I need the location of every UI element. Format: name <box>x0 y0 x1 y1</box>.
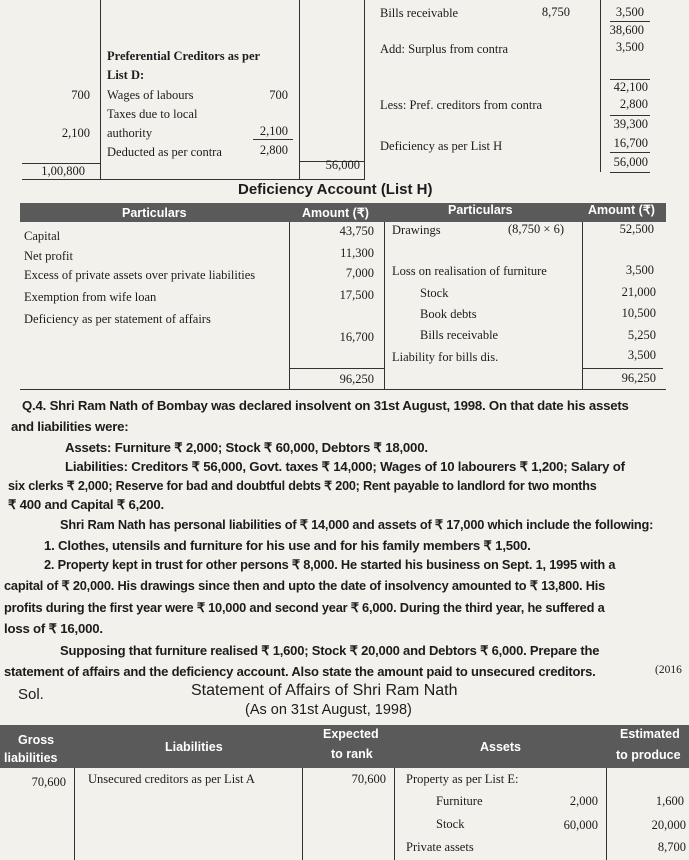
deficiency-left-amount: 7,000 <box>345 266 374 280</box>
deficiency-left-amount: 11,300 <box>340 246 374 260</box>
deficiency-header-particulars-right: Particulars <box>448 203 513 217</box>
deficiency-header-amount-left: Amount (₹) <box>302 206 369 220</box>
asset-produce: 1,600 <box>655 794 684 808</box>
question-line: loss of ₹ 16,000. <box>4 621 103 636</box>
deducted-label: Deducted as per contra <box>107 145 222 159</box>
total-gross: 1,00,800 <box>41 164 85 178</box>
pref-heading: Preferential Creditors as per <box>107 49 261 63</box>
taxes-gross: 2,100 <box>61 126 90 140</box>
question-line: statement of affairs and the deficiency account. Also state the amount paid to unsecured creditors. <box>4 664 596 679</box>
deficiency-right-amount: 3,500 <box>625 263 654 277</box>
deficiency-left-amount: 43,750 <box>339 224 374 238</box>
deficiency-right-label: Stock <box>420 286 449 300</box>
deducted-amount: 2,800 <box>259 143 288 157</box>
deficiency-left-label: Net profit <box>24 249 73 263</box>
deficiency-right-amount: 10,500 <box>621 306 656 320</box>
statement-rank: 70,600 <box>351 772 386 786</box>
drawings-calc: (8,750 × 6) <box>508 222 564 236</box>
header-assets: Assets <box>480 740 521 754</box>
right-amount: 38,600 <box>609 23 644 37</box>
header-gross: Gross <box>18 733 55 747</box>
statement-subtitle: (As on 31st August, 1998) <box>245 702 412 718</box>
question-line: Assets: Furniture ₹ 2,000; Stock ₹ 60,000, Debtors ₹ 18,000. <box>65 440 428 455</box>
taxes-amount: 2,100 <box>259 124 288 138</box>
deficiency-list-label: Deficiency as per List H <box>380 139 503 153</box>
deficiency-left-label: Capital <box>24 229 61 243</box>
question-line: Q.4. Shri Ram Nath of Bombay was declared insolvent on 31st August, 1998. On that date his assets <box>22 398 629 413</box>
year-reference: (2016 <box>655 664 682 676</box>
right-amount: 56,000 <box>613 155 648 169</box>
surplus-label: Add: Surplus from contra <box>380 42 509 56</box>
right-amount: 39,300 <box>613 117 648 131</box>
deficiency-right-amount: 3,500 <box>627 348 656 362</box>
statement-gross: 70,600 <box>31 775 66 789</box>
asset-produce: 8,700 <box>657 840 686 854</box>
header-estimated-2: to produce <box>616 748 681 762</box>
right-amount: 16,700 <box>613 136 648 150</box>
question-line: and liabilities were: <box>11 419 129 434</box>
asset-produce: 20,000 <box>651 818 686 832</box>
question-line: 1. Clothes, utensils and furniture for his use and for his family members ₹ 1,500. <box>44 538 531 553</box>
deficiency-title: Deficiency Account (List H) <box>238 181 433 198</box>
bills-receivable-label: Bills receivable <box>380 6 459 20</box>
statement-asset-heading: Property as per List E: <box>406 772 519 786</box>
deficiency-left-amount: 17,500 <box>339 288 374 302</box>
deficiency-left-label: Deficiency as per statement of affairs <box>24 312 211 326</box>
right-amount: 2,800 <box>619 97 648 111</box>
question-line: ₹ 400 and Capital ₹ 6,200. <box>8 497 164 512</box>
asset-book: 2,000 <box>569 794 598 808</box>
header-gross-2: liabilities <box>4 751 58 765</box>
asset-label: Furniture <box>436 794 483 808</box>
header-estimated: Estimated <box>620 727 680 741</box>
wages-amount: 700 <box>269 88 288 102</box>
asset-label: Stock <box>436 817 465 831</box>
question-line: Supposing that furniture realised ₹ 1,600; Stock ₹ 20,000 and Debtors ₹ 6,000. Prepare the <box>60 643 600 658</box>
deficiency-right-label: Liability for bills dis. <box>392 350 499 364</box>
deficiency-right-label: Bills receivable <box>420 328 499 342</box>
deficiency-right-amount: 52,500 <box>619 222 654 236</box>
deficiency-left-label: Exemption from wife loan <box>24 290 157 304</box>
taxes-label: Taxes due to local <box>107 107 198 121</box>
wages-label: Wages of labours <box>107 88 194 102</box>
deficiency-total-right: 96,250 <box>621 371 656 385</box>
deficiency-header-amount-right: Amount (₹) <box>588 203 655 217</box>
deficiency-right-label: Book debts <box>420 307 477 321</box>
question-line: six clerks ₹ 2,000; Reserve for bad and doubtful debts ₹ 200; Rent payable to landlord for two months <box>8 479 597 493</box>
taxes-label-2: authority <box>107 126 153 140</box>
wages-gross: 700 <box>71 88 90 102</box>
deficiency-total-left: 96,250 <box>339 372 374 386</box>
asset-book: 60,000 <box>563 818 598 832</box>
deficiency-right-label: Drawings <box>392 223 441 237</box>
deficiency-left-label: Excess of private assets over private liabilities <box>24 268 256 282</box>
total-rank: 56,000 <box>325 158 360 172</box>
deficiency-left-amount: 16,700 <box>339 330 374 344</box>
header-expected: Expected <box>323 727 379 741</box>
question-line: Shri Ram Nath has personal liabilities of ₹ 14,000 and assets of ₹ 17,000 which include the following: <box>60 517 654 532</box>
question-line: 2. Property kept in trust for other persons ₹ 8,000. He started his business on Sept. 1, 1995 with a <box>44 557 616 572</box>
sol-label: Sol. <box>18 686 44 703</box>
statement-title: Statement of Affairs of Shri Ram Nath <box>191 682 458 699</box>
right-amount: 3,500 <box>615 40 644 54</box>
deficiency-right-label: Loss on realisation of furniture <box>392 264 547 278</box>
right-amount: 42,100 <box>613 80 648 94</box>
bills-receivable-mid: 8,750 <box>541 5 570 19</box>
deficiency-right-amount: 5,250 <box>627 328 656 342</box>
asset-label: Private assets <box>406 840 474 854</box>
statement-liability: Unsecured creditors as per List A <box>88 772 255 786</box>
pref-creditors-label: Less: Pref. creditors from contra <box>380 98 543 112</box>
header-liabilities: Liabilities <box>165 740 223 754</box>
header-expected-2: to rank <box>331 747 373 761</box>
question-line: profits during the first year were ₹ 10,000 and second year ₹ 6,000. During the third year, he suffered a <box>4 600 605 615</box>
right-amount: 3,500 <box>615 5 644 19</box>
pref-heading-list: List D: <box>107 68 145 82</box>
question-line: capital of ₹ 20,000. His drawings since then and upto the date of insolvency amounted to ₹ 13,800. His <box>4 578 606 593</box>
deficiency-header-particulars-left: Particulars <box>122 206 187 220</box>
deficiency-right-amount: 21,000 <box>621 285 656 299</box>
question-line: Liabilities: Creditors ₹ 56,000, Govt. taxes ₹ 14,000; Wages of 10 labourers ₹ 1,200; Salary of <box>65 459 625 474</box>
